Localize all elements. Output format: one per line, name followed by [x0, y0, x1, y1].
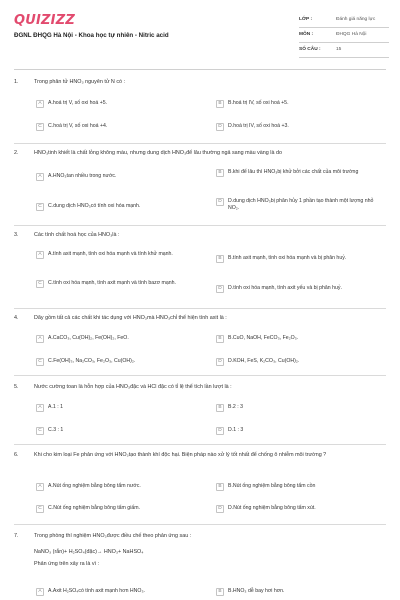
meta-key: MÔN :	[299, 32, 314, 37]
option-text: A.tính axit mạnh, tính oxi hóa mạnh và tính khử mạnh.	[48, 251, 173, 257]
meta-key: SỐ CÂU :	[299, 47, 321, 52]
question-prompt: Phản ứng trên xảy ra là vì :	[34, 561, 100, 567]
option-text: B.2 : 3	[228, 404, 243, 410]
question-text: Trong phân tử HNO₃ nguyên tử N có :	[34, 79, 126, 85]
option-d[interactable]	[216, 123, 384, 131]
option-text: D.KOH, FeS, K₂CO₃, Cu(OH)₂.	[228, 358, 300, 364]
question-4	[14, 315, 386, 380]
meta-value: 15	[336, 47, 342, 52]
option-d[interactable]	[216, 285, 384, 293]
option-letter-box: D	[216, 358, 224, 366]
option-text: C.Fe(OH)₃, Na₂CO₃, Fe₂O₃, Cu(OH)₂.	[48, 358, 136, 364]
question-divider	[14, 308, 386, 309]
meta-table	[299, 13, 389, 58]
option-letter-box: A	[36, 100, 44, 108]
page-title: ĐGNL ĐHQG Hà Nội - Khoa học tự nhiên - Nitric acid	[14, 32, 169, 39]
question-number: 5.	[14, 384, 19, 390]
option-a[interactable]	[36, 404, 201, 412]
option-a[interactable]	[36, 251, 201, 259]
option-a[interactable]	[36, 335, 201, 343]
question-text: Nước cường toan là hỗn hợp của HNO₃đặc và HCl đặc có tỉ lệ thể tích lần lượt là :	[34, 384, 232, 390]
question-number: 7.	[14, 533, 19, 539]
option-letter-box: A	[36, 335, 44, 343]
question-number: 6.	[14, 452, 19, 458]
option-text: B.CuO, NaOH, FeCO₃, Fe₂O₃.	[228, 335, 299, 341]
option-b[interactable]	[216, 255, 384, 263]
option-letter-box: C	[36, 280, 44, 288]
option-b[interactable]	[216, 483, 384, 491]
question-7	[14, 533, 386, 600]
option-a[interactable]	[36, 483, 201, 491]
option-letter-box: D	[216, 427, 224, 435]
question-number: 1.	[14, 79, 19, 85]
option-text: D.1 : 3	[228, 427, 244, 433]
option-b[interactable]	[216, 588, 384, 596]
option-letter-box: B	[216, 588, 224, 596]
option-text: D.tính oxi hóa mạnh, tính axit yếu và bị phân huỷ.	[228, 285, 342, 291]
option-d[interactable]	[216, 358, 384, 366]
option-d[interactable]	[216, 505, 384, 513]
header-divider	[14, 69, 386, 70]
meta-row-subject	[299, 28, 389, 43]
option-c[interactable]	[36, 427, 201, 435]
question-number: 2.	[14, 150, 19, 156]
quizizz-logo: QUIZIZZ	[14, 13, 75, 28]
option-letter-box: A	[36, 173, 44, 181]
option-c[interactable]	[36, 280, 201, 288]
option-letter-box: A	[36, 404, 44, 412]
question-1	[14, 79, 386, 145]
question-divider	[14, 143, 386, 144]
option-text: C.Nút ống nghiệm bằng bông tẩm giấm.	[48, 505, 140, 511]
meta-row-count	[299, 43, 389, 58]
option-text: B.HNO₃ dễ bay hơi hơn.	[228, 588, 285, 594]
question-3	[14, 232, 386, 312]
option-letter-box: D	[216, 505, 224, 513]
option-letter-box: A	[36, 588, 44, 596]
option-c[interactable]	[36, 123, 201, 131]
option-a[interactable]	[36, 100, 201, 108]
question-5	[14, 384, 386, 448]
option-text: B.khi để lâu thì HNO₃bị khử bởi các chất của môi trường	[228, 169, 359, 175]
option-text: A.CaCO₃, Cu(OH)₂, Fe(OH)₂, FeO.	[48, 335, 129, 341]
question-text: HNO₃tinh khiết là chất lỏng không màu, nhưng dung dịch HNO₃để lâu thường ngả sang màu vàng là do	[34, 150, 282, 156]
option-text: A.1 : 1	[48, 404, 63, 410]
option-c[interactable]	[36, 358, 201, 366]
option-a[interactable]	[36, 588, 201, 596]
option-letter-box: D	[216, 285, 224, 293]
option-text: B.tính axit mạnh, tính oxi hóa mạnh và bị phân huỷ.	[228, 255, 347, 261]
option-d[interactable]	[216, 198, 384, 212]
option-letter-box: C	[36, 358, 44, 366]
meta-row-class	[299, 13, 389, 28]
option-c[interactable]	[36, 505, 201, 513]
option-letter-box: B	[216, 100, 224, 108]
question-text: Các tính chất hoá học của HNO₃là :	[34, 232, 120, 238]
option-text: D.dung dịch HNO₃bị phân hủy 1 phần tạo thành một lượng nhỏ NO₂.	[228, 198, 374, 212]
question-text: Trong phòng thí nghiệm HNO₃được điều chế theo phản ứng sau :	[34, 533, 192, 539]
option-b[interactable]	[216, 335, 384, 343]
option-letter-box: B	[216, 169, 224, 177]
option-letter-box: C	[36, 123, 44, 131]
question-text: Khi cho kim loại Fe phản ứng với HNO₃tạo thành khí độc hại. Biện pháp nào xử lý tốt nhất để chống ô nhiễm môi trường ?	[34, 452, 327, 458]
worksheet-header	[0, 0, 400, 62]
option-b[interactable]	[216, 404, 384, 412]
question-2	[14, 150, 386, 228]
question-divider	[14, 375, 386, 376]
option-text: A.Axit H₂SO₄có tính axit mạnh hơn HNO₃.	[48, 588, 146, 594]
question-divider	[14, 524, 386, 525]
option-a[interactable]	[36, 173, 201, 181]
question-number: 4.	[14, 315, 19, 321]
meta-value: ĐHQG Hà Nội	[336, 32, 367, 37]
option-text: C.dung dịch HNO₃có tính oxi hóa mạnh.	[48, 203, 141, 209]
question-text: Dãy gồm tất cả các chất khi tác dụng với HNO₃mà HNO₃chỉ thể hiện tính axit là :	[34, 315, 227, 321]
reaction-equation: NaNO₃ (rắn)+ H₂SO₄(đặc)→ HNO₃+ NaHSO₄	[34, 549, 144, 555]
option-c[interactable]	[36, 203, 201, 211]
option-text: D.hoá trị IV, số oxi hoá +3.	[228, 123, 289, 129]
option-text: C.hoá trị V, số oxi hoá +4.	[48, 123, 108, 129]
option-letter-box: C	[36, 427, 44, 435]
option-letter-box: C	[36, 505, 44, 513]
option-text: C.3 : 1	[48, 427, 64, 433]
option-letter-box: A	[36, 251, 44, 259]
option-text: B.hoá trị IV, số oxi hoá +5.	[228, 100, 289, 106]
question-number: 3.	[14, 232, 19, 238]
option-b[interactable]	[216, 100, 384, 108]
option-letter-box: D	[216, 198, 224, 206]
option-letter-box: C	[36, 203, 44, 211]
question-6	[14, 452, 386, 528]
meta-key: LỚP :	[299, 17, 313, 22]
option-letter-box: D	[216, 123, 224, 131]
option-text: A.HNO₃tan nhiều trong nước.	[48, 173, 117, 179]
option-text: A.Nút ống nghiệm bằng bông tẩm nước.	[48, 483, 141, 489]
meta-value: Đánh giá năng lực	[336, 17, 376, 22]
option-text: B.Nút ống nghiệm bằng bông tẩm cồn	[228, 483, 316, 489]
option-text: D.Nút ống nghiệm bằng bông tẩm xút.	[228, 505, 316, 511]
option-text: A.hoá trị V, số oxi hoá +5.	[48, 100, 108, 106]
option-letter-box: B	[216, 404, 224, 412]
option-text: C.tính oxi hóa mạnh, tính axit mạnh và tính bazơ mạnh.	[48, 280, 176, 286]
option-letter-box: A	[36, 483, 44, 491]
option-d[interactable]	[216, 427, 384, 435]
option-b[interactable]	[216, 169, 384, 177]
option-letter-box: B	[216, 483, 224, 491]
question-divider	[14, 444, 386, 445]
option-letter-box: B	[216, 255, 224, 263]
option-letter-box: B	[216, 335, 224, 343]
question-divider	[14, 225, 386, 226]
